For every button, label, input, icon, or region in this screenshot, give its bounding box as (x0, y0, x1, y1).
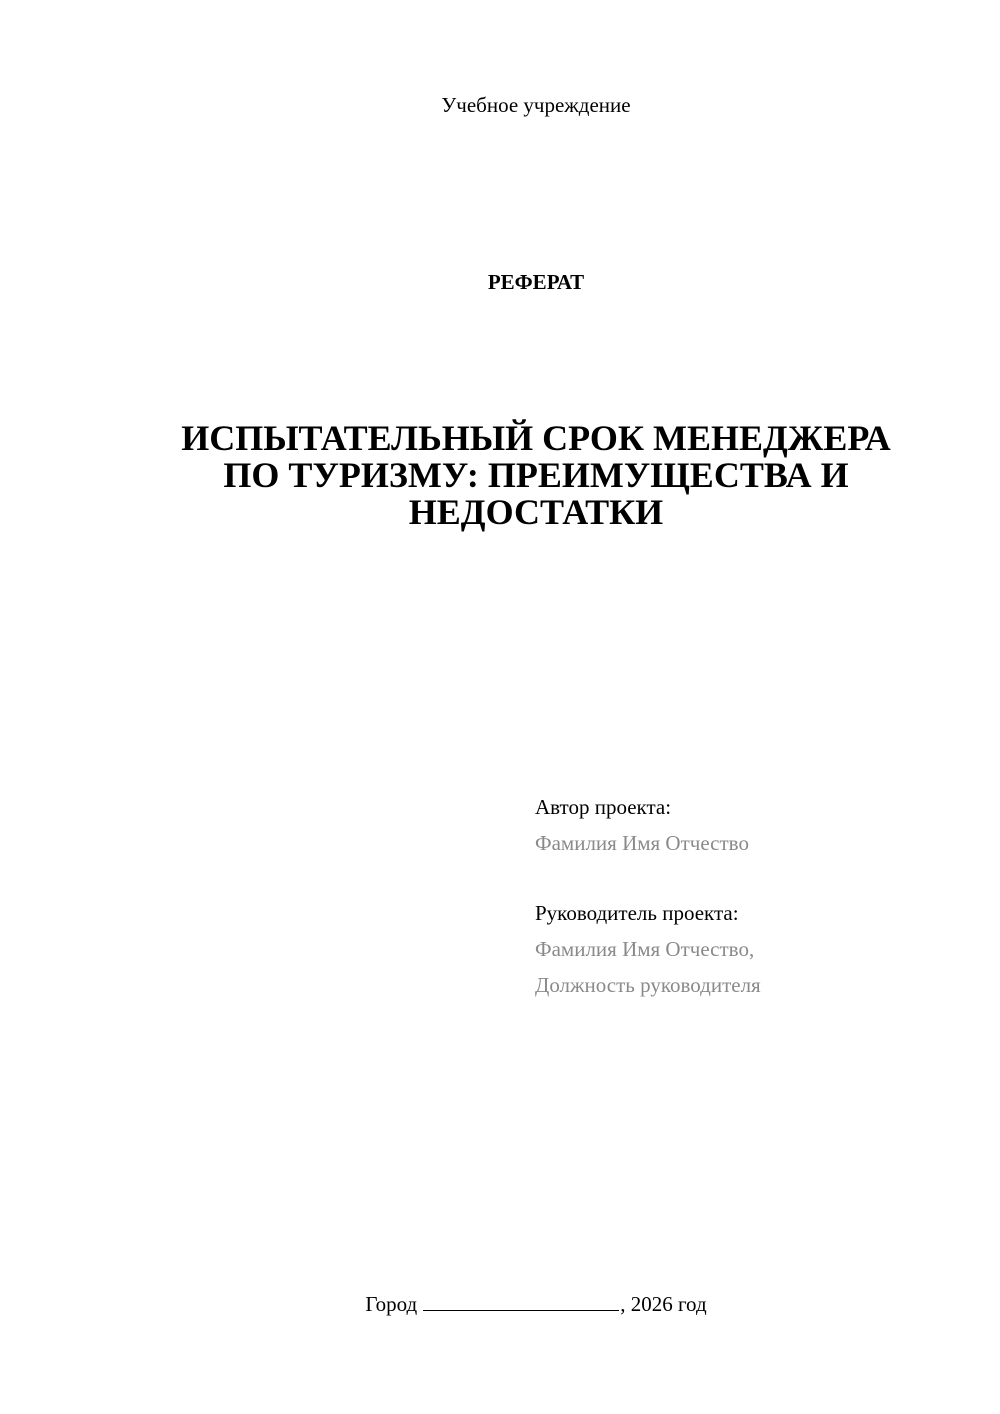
document-title (120, 420, 952, 531)
title-line: НЕДОСТАТКИ (408, 492, 664, 532)
supervisor-label: Руководитель проекта: (535, 901, 739, 925)
spacer (535, 861, 975, 895)
document-type: РЕФЕРАТ (487, 270, 585, 294)
credits-block (535, 789, 975, 1003)
title-line: ПО ТУРИЗМУ: ПРЕИМУЩЕСТВА И (223, 455, 849, 495)
institution-name: Учебное учреждение (441, 93, 631, 117)
author-name-placeholder: Фамилия Имя Отчество (535, 831, 749, 855)
footer-city-year (0, 1290, 1000, 1318)
author-label: Автор проекта: (535, 795, 672, 819)
year-text: , 2026 год (620, 1292, 707, 1316)
city-blank-line (423, 1292, 619, 1311)
supervisor-position-placeholder: Должность руководителя (535, 973, 761, 997)
supervisor-name-placeholder: Фамилия Имя Отчество, (535, 937, 755, 961)
city-label: Город (365, 1292, 418, 1316)
title-line: ИСПЫТАТЕЛЬНЫЙ СРОК МЕНЕДЖЕРА (181, 418, 891, 458)
